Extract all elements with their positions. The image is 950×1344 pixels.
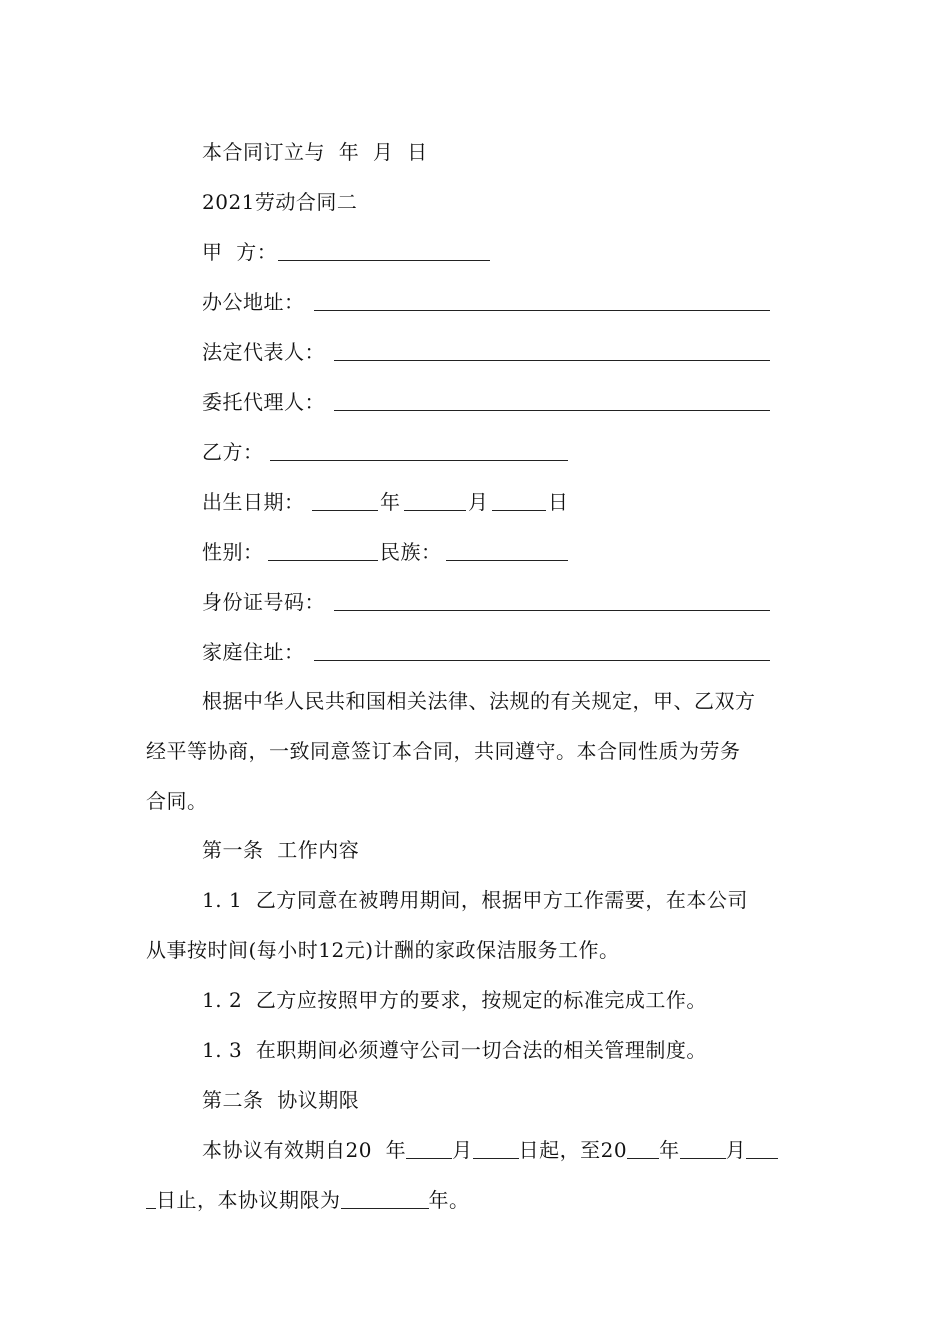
birth-month-blank[interactable] xyxy=(404,510,466,511)
agent-label: 委托代理人： xyxy=(202,390,325,414)
agent-blank[interactable] xyxy=(334,410,770,411)
preamble-line-2: 经平等协商，一致同意签订本合同，共同遵守。本合同性质为劳务 xyxy=(146,739,741,763)
term-end-day-blank-part1[interactable] xyxy=(746,1138,778,1159)
birth-day-label: 日 xyxy=(548,490,569,514)
clause-1-1-line-2: 从事按时间(每小时12元)计酬的家政保洁服务工作。 xyxy=(146,938,620,962)
term-text-until: 日起，至20 xyxy=(518,1138,628,1162)
clause-1-1-line-1: 1. 1 乙方同意在被聘用期间，根据甲方工作需要，在本公司 xyxy=(202,888,748,912)
id-number-blank[interactable] xyxy=(334,610,770,611)
contract-title: 2021劳动合同二 xyxy=(202,190,358,214)
term-text-month: 月 xyxy=(452,1138,473,1162)
term-line-1 xyxy=(202,1138,778,1162)
term-text-end: 日止，本协议期限为 xyxy=(156,1188,341,1212)
birth-month-label: 月 xyxy=(468,490,489,514)
party-b-label: 乙方： xyxy=(202,440,264,464)
article-1-title: 第一条 工作内容 xyxy=(202,838,360,862)
birth-day-blank[interactable] xyxy=(492,510,546,511)
birth-year-label: 年 xyxy=(380,490,401,514)
term-end-month-blank[interactable] xyxy=(680,1138,726,1159)
office-address-blank[interactable] xyxy=(314,310,770,311)
clause-1-3: 1. 3 在职期间必须遵守公司一切合法的相关管理制度。 xyxy=(202,1038,707,1062)
term-text-start: 本协议有效期自20 年 xyxy=(202,1138,407,1162)
term-text-end-month: 月 xyxy=(725,1138,747,1162)
party-a-label: 甲 方： xyxy=(202,240,278,264)
birth-year-blank[interactable] xyxy=(312,510,378,511)
party-b-blank[interactable] xyxy=(270,460,568,461)
ethnic-label: 民族： xyxy=(380,540,442,564)
term-line-2 xyxy=(146,1188,470,1212)
term-years-blank[interactable] xyxy=(341,1188,429,1209)
clause-1-2: 1. 2 乙方应按照甲方的要求，按规定的标准完成工作。 xyxy=(202,988,707,1012)
contract-date-line: 本合同订立与 年 月 日 xyxy=(202,140,428,164)
term-text-year: 年 xyxy=(659,1138,680,1162)
party-a-blank[interactable] xyxy=(278,260,490,261)
home-address-label: 家庭住址： xyxy=(202,640,305,664)
preamble-line-1: 根据中华人民共和国相关法律、法规的有关规定，甲、乙双方 xyxy=(202,689,756,713)
preamble-line-3: 合同。 xyxy=(146,789,208,813)
legal-rep-label: 法定代表人： xyxy=(202,340,325,364)
term-end-day-blank-part2[interactable] xyxy=(146,1188,156,1209)
term-end-year-blank[interactable] xyxy=(627,1138,659,1159)
term-start-month-blank[interactable] xyxy=(406,1138,452,1159)
gender-blank[interactable] xyxy=(268,560,378,561)
id-number-label: 身份证号码： xyxy=(202,590,325,614)
term-start-day-blank[interactable] xyxy=(473,1138,519,1159)
ethnic-blank[interactable] xyxy=(446,560,568,561)
home-address-blank[interactable] xyxy=(314,660,770,661)
legal-rep-blank[interactable] xyxy=(334,360,770,361)
article-2-title: 第二条 协议期限 xyxy=(202,1088,360,1112)
gender-label: 性别： xyxy=(202,540,264,564)
office-address-label: 办公地址： xyxy=(202,290,305,314)
term-text-years: 年。 xyxy=(428,1188,470,1212)
birth-label: 出生日期： xyxy=(202,490,305,514)
